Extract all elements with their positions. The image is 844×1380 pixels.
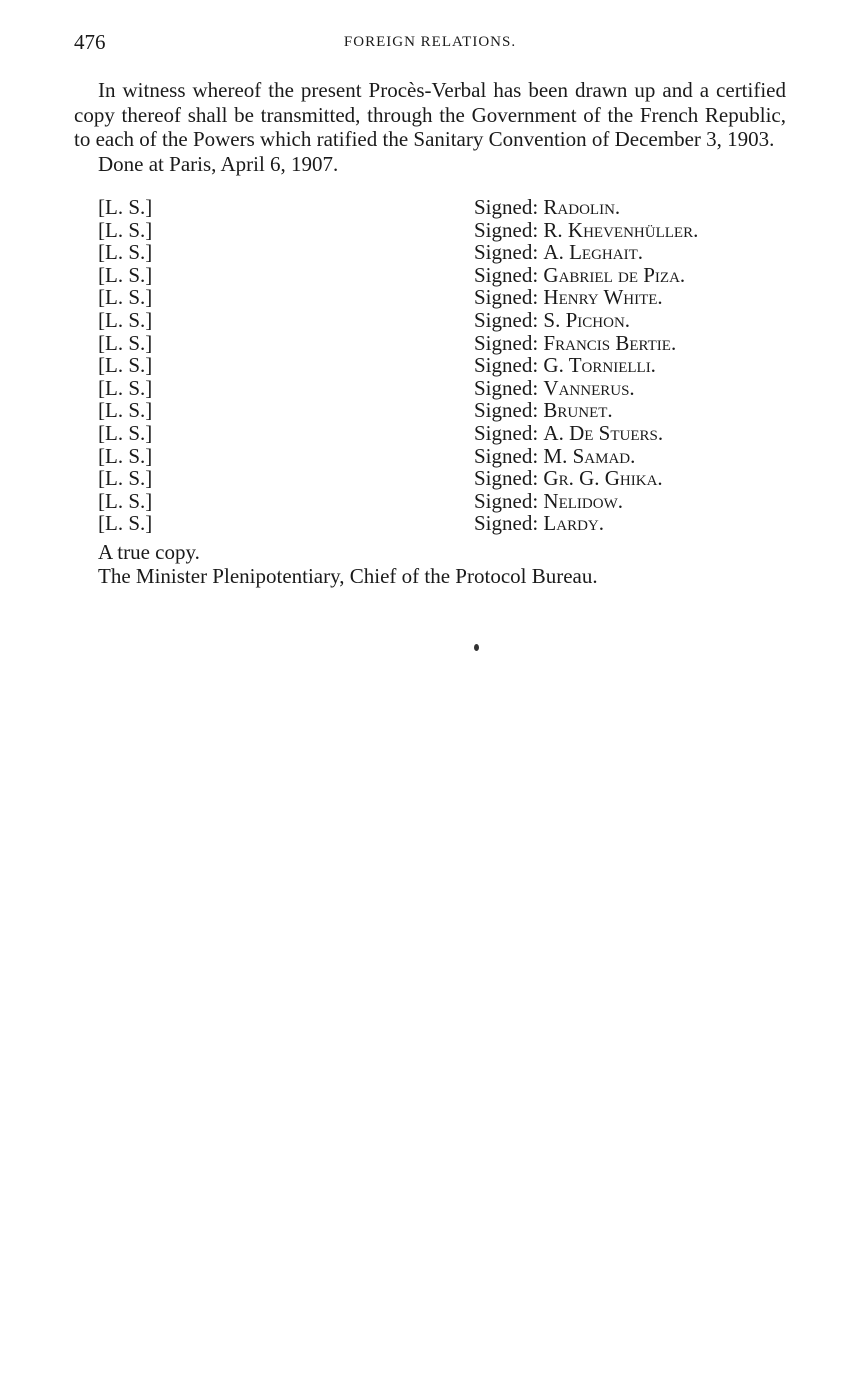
signed-prefix: Signed: xyxy=(474,217,539,242)
seal-mark: [L. S.] xyxy=(98,375,153,400)
seal-mark: [L. S.] xyxy=(98,195,153,219)
signatory-name: R. Khevenhüller. xyxy=(543,217,699,242)
witness-paragraph: In witness whereof the present Procès-Verbal has been drawn up and a certified copy thereof shall be transmitted, through the Government of the French Republic, to each of the Powers which ratified the Sanitary Convention of December 3, 1903. xyxy=(74,78,786,151)
signatory-name: A. De Stuers. xyxy=(543,420,664,445)
signature-list xyxy=(74,196,786,535)
seal-mark: [L. S.] xyxy=(98,285,153,310)
signatory-name: Nelidow. xyxy=(543,488,623,513)
signature xyxy=(474,196,620,219)
signature-row xyxy=(74,196,786,219)
signatory-name: Radolin. xyxy=(543,195,621,219)
signed-prefix: Signed: xyxy=(474,443,539,468)
signed-prefix: Signed: xyxy=(474,375,539,400)
signatory-name: Francis Bertie. xyxy=(543,330,677,355)
signature xyxy=(474,467,663,490)
signed-prefix: Signed: xyxy=(474,330,539,355)
signatory-name: Henry White. xyxy=(543,285,663,310)
signed-prefix: Signed: xyxy=(474,195,539,219)
signed-prefix: Signed: xyxy=(474,420,539,445)
signature-row xyxy=(74,445,786,468)
seal-mark: [L. S.] xyxy=(98,307,153,332)
signature-row xyxy=(74,512,786,535)
signatory-name: Gr. G. Ghika. xyxy=(543,466,663,491)
seal-mark: [L. S.] xyxy=(98,330,153,355)
seal-mark: [L. S.] xyxy=(98,488,153,513)
signature-row xyxy=(74,377,786,400)
signature-row xyxy=(74,332,786,355)
signature-row xyxy=(74,241,786,264)
signature-row xyxy=(74,354,786,377)
signature xyxy=(474,354,656,377)
signatory-name: Lardy. xyxy=(543,511,605,536)
done-line: Done at Paris, April 6, 1907. xyxy=(98,151,339,176)
signed-prefix: Signed: xyxy=(474,353,539,378)
signed-prefix: Signed: xyxy=(474,488,539,513)
signature xyxy=(474,332,676,355)
signatory-name: Vannerus. xyxy=(543,375,635,400)
signature-row xyxy=(74,467,786,490)
signed-prefix: Signed: xyxy=(474,285,539,310)
signed-prefix: Signed: xyxy=(474,262,539,287)
signature-row xyxy=(74,286,786,309)
signature-row xyxy=(74,422,786,445)
signatory-name: Gabriel de Piza. xyxy=(543,262,686,287)
signature-row xyxy=(74,399,786,422)
signature xyxy=(474,219,698,242)
seal-mark: [L. S.] xyxy=(98,217,153,242)
signature xyxy=(474,309,630,332)
signed-prefix: Signed: xyxy=(474,398,539,423)
signature xyxy=(474,264,685,287)
seal-mark: [L. S.] xyxy=(98,443,153,468)
closing-block xyxy=(98,541,598,588)
seal-mark: [L. S.] xyxy=(98,262,153,287)
signatory-name: A. Leghait. xyxy=(543,240,643,265)
signature xyxy=(474,286,663,309)
true-copy-line: A true copy. xyxy=(98,540,200,564)
signature-row xyxy=(74,309,786,332)
signature-row xyxy=(74,219,786,242)
signature-row xyxy=(74,264,786,287)
signature xyxy=(474,512,604,535)
seal-mark: [L. S.] xyxy=(98,240,153,265)
signed-prefix: Signed: xyxy=(474,240,539,265)
page-header xyxy=(74,30,786,60)
signature xyxy=(474,422,663,445)
signature xyxy=(474,377,635,400)
signatory-name: G. Tornielli. xyxy=(543,353,656,378)
signed-prefix: Signed: xyxy=(474,307,539,332)
seal-mark: [L. S.] xyxy=(98,420,153,445)
signature xyxy=(474,490,623,513)
running-head: FOREIGN RELATIONS. xyxy=(343,34,517,50)
signature xyxy=(474,399,613,422)
signatory-name: Brunet. xyxy=(543,398,613,423)
page-number: 476 xyxy=(74,30,106,54)
seal-mark: [L. S.] xyxy=(98,466,153,491)
signature xyxy=(474,445,635,468)
ink-speck xyxy=(474,644,479,651)
signature xyxy=(474,241,643,264)
seal-mark: [L. S.] xyxy=(98,398,153,423)
signatory-name: S. Pichon. xyxy=(543,307,631,332)
seal-mark: [L. S.] xyxy=(98,511,153,536)
signed-prefix: Signed: xyxy=(474,511,539,536)
seal-mark: [L. S.] xyxy=(98,353,153,378)
attestation-line: The Minister Plenipotentiary, Chief of the Protocol Bureau. xyxy=(98,563,598,588)
signature-row xyxy=(74,490,786,513)
body-text xyxy=(74,78,786,176)
signatory-name: M. Samad. xyxy=(543,443,636,468)
signed-prefix: Signed: xyxy=(474,466,539,491)
